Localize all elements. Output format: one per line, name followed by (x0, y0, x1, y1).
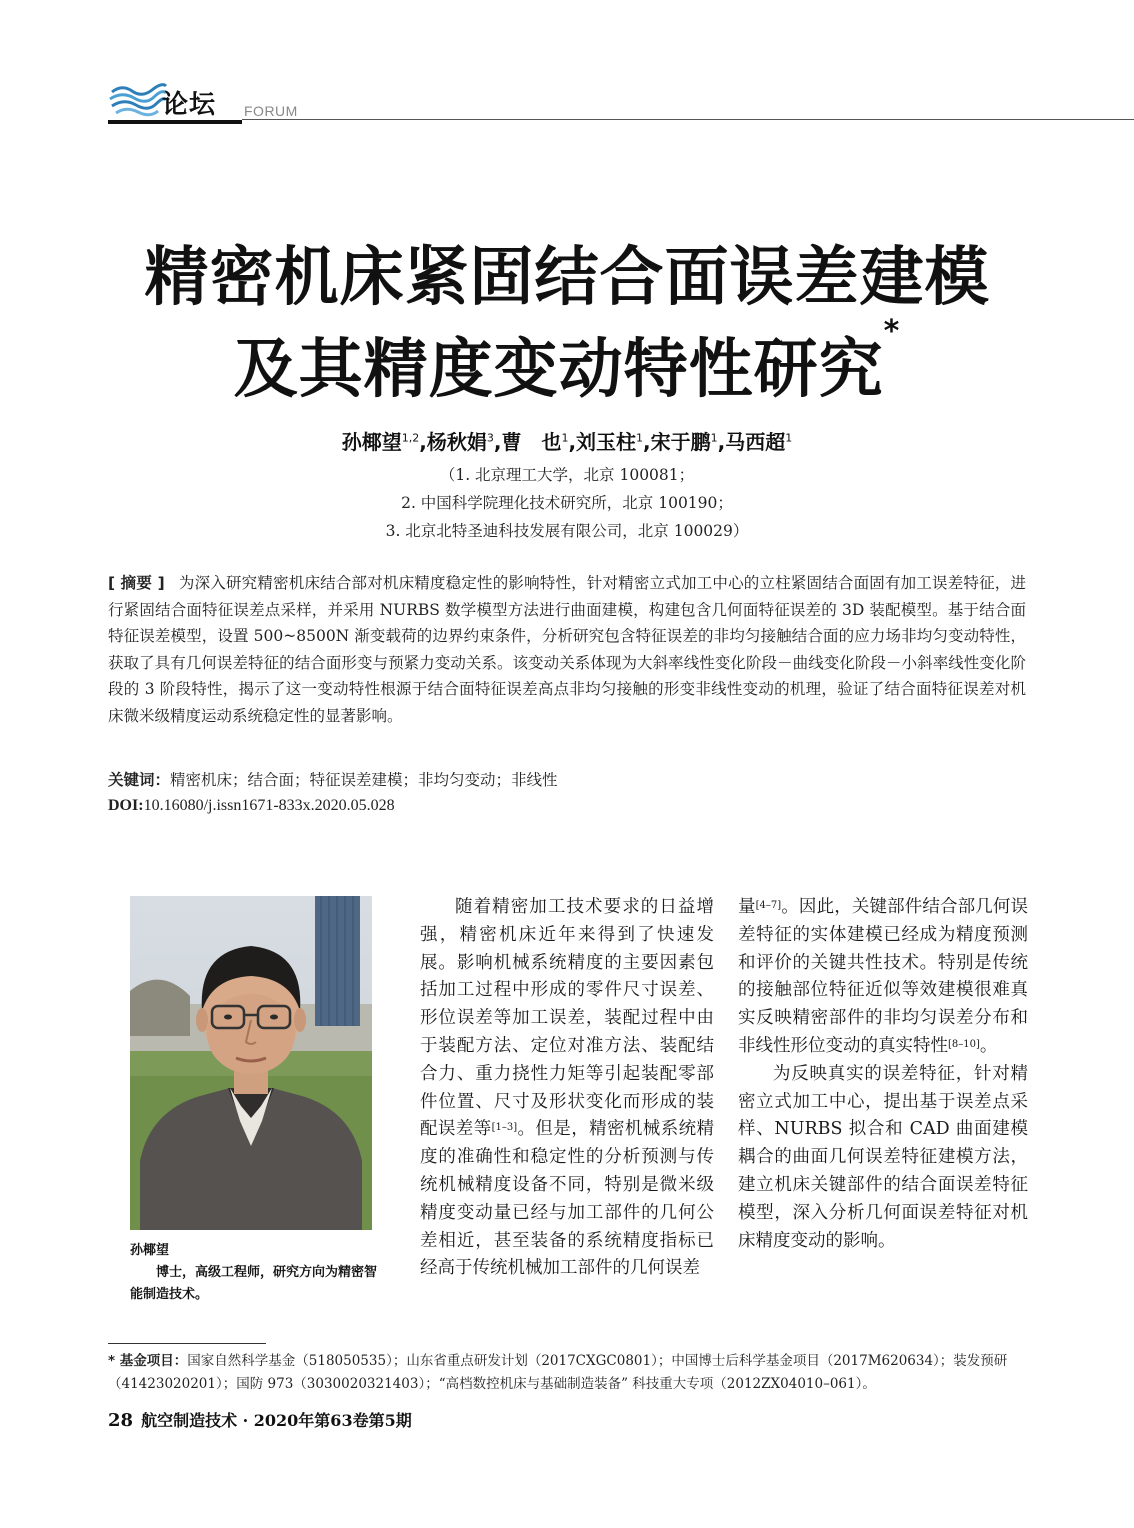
citation: [8–10] (948, 1038, 980, 1050)
author-list: 孙椰望$^{1,2}$,杨秋娟$^3$,曹 也$^1$,刘玉柱$^1$,宋于鹏$^1$,马西超$^1$ (341, 430, 793, 454)
photo-caption-name: 孙椰望 (130, 1243, 170, 1258)
fund-note-mark: * (883, 314, 901, 349)
footnote-label: * 基金项目： (108, 1353, 188, 1369)
abstract-label: [ 摘要 ] (108, 574, 165, 592)
citation: [1–3] (491, 1122, 518, 1134)
header-rule (242, 119, 1134, 120)
section-title: 论坛 (162, 90, 217, 120)
author: 孙椰望 (341, 430, 402, 454)
header-rule-thick (108, 120, 242, 124)
doi-text: 10.16080/j.issn1671-833x.2020.05.028 (143, 797, 395, 814)
affiliation: 3. 北京北特圣迪科技发展有限公司，北京 100029） (385, 522, 749, 540)
forum-wave-logo-icon (108, 78, 168, 122)
funding-footnote (108, 1350, 1026, 1396)
body-paragraph: 量[4–7]。因此，关键部件结合部几何误差特征的实体建模已经成为精度预测和评价的关键共性技术。特别是传统的接触部位特征近似等效建模很难真实反映精密部件的非均匀误差分布和非线性形位变动的真实特性[8–10]。 (738, 897, 1029, 1056)
paper-title-line-1: 精密机床紧固结合面误差建模 (144, 241, 990, 315)
author: 曹 也 (501, 430, 562, 454)
abstract (108, 570, 1026, 729)
section-title-en: FORUM (244, 103, 298, 119)
citation: [4–7] (755, 900, 782, 911)
body-column-1 (420, 894, 714, 1283)
author: 刘玉柱 (576, 430, 637, 454)
affiliation: 2. 中国科学院理化技术研究所，北京 100190； (401, 494, 733, 512)
paper-title-line-2: 及其精度变动特性研究* (233, 314, 901, 407)
body-paragraph: 为反映真实的误差特征，针对精密立式加工中心，提出基于误差点采样、NURBS 拟合和 CAD 曲面建模耦合的曲面几何误差特征建模方法，建立机床关键部件的结合面误差特征模型，深入分析几何面误差特征对机床精度变动的影响。 (738, 1063, 1028, 1251)
footnote-rule (108, 1343, 266, 1344)
author: 宋于鹏 (650, 430, 711, 454)
doi (108, 797, 395, 815)
author: 马西超 (725, 430, 786, 454)
affiliation: （1. 北京理工大学，北京 100081； (439, 466, 695, 484)
keywords (108, 768, 558, 790)
journal-info: 航空制造技术 · 2020年第63卷第5期 (141, 1411, 412, 1430)
footnote-text: 国家自然科学基金（518050535）；山东省重点研发计划（2017CXGC0801）；中国博士后科学基金项目（2017M620634）；装发预研（41423020201）；国防 973（3030020321403）；“高档数控机床与基础制造装备” 科技重大专项（2012ZX04010–061）。 (108, 1353, 1008, 1392)
keywords-label: 关键词： (108, 771, 171, 789)
author-photo (130, 896, 372, 1230)
page-number: 28 (108, 1410, 134, 1431)
body-paragraph: 随着精密加工技术要求的日益增强，精密机床近年来得到了快速发展。影响机械系统精度的主要因素包括加工过程中形成的零件尺寸误差、形位误差等加工误差，装配过程中由于装配方法、定位对准方法、装配结合力、重力挠性力矩等引起装配零部件位置、尺寸及形状变化而形成的装配误差等[1–3]。但是，精密机械系统精度的准确性和稳定性的分析预测与传统机械精度设备不同，特别是微米级精度变动量已经与加工部件的几何公差相近，甚至装备的系统精度指标已经高于传统机械加工部件的几何误差 (420, 897, 715, 1279)
doi-label: DOI: (108, 797, 144, 814)
author: 杨秋娟 (426, 430, 487, 454)
page-footer (108, 1408, 412, 1431)
body-column-2 (738, 894, 1028, 1255)
photo-caption-desc: 博士，高级工程师，研究方向为精密智能制造技术。 (130, 1265, 378, 1302)
abstract-text: 为深入研究精密机床结合部对机床精度稳定性的影响特性，针对精密立式加工中心的立柱紧固结合面固有加工误差特征，进行紧固结合面特征误差点采样，并采用 NURBS 数学模型方法进行曲面建模，构建包含几何面特征误差的 3D 装配模型。基于结合面特征误差模型，设置 500~8500N 渐变载荷的边界约束条件，分析研究包含特征误差的非均匀接触结合面的应力场非均匀变动特性，获取了具有几何误差特征的结合面形变与预紧力变动关系。该变动关系体现为大斜率线性变化阶段－曲线变化阶段－小斜率线性变化阶段的 3 阶段特性，揭示了这一变动特性根源于结合面特征误差高点非均匀接触的形变非线性变动的机理，验证了结合面特征误差对机床微米级精度运动系统稳定性的显著影响。 (108, 574, 1026, 725)
keywords-text: 精密机床；结合面；特征误差建模；非均匀变动；非线性 (170, 771, 558, 789)
